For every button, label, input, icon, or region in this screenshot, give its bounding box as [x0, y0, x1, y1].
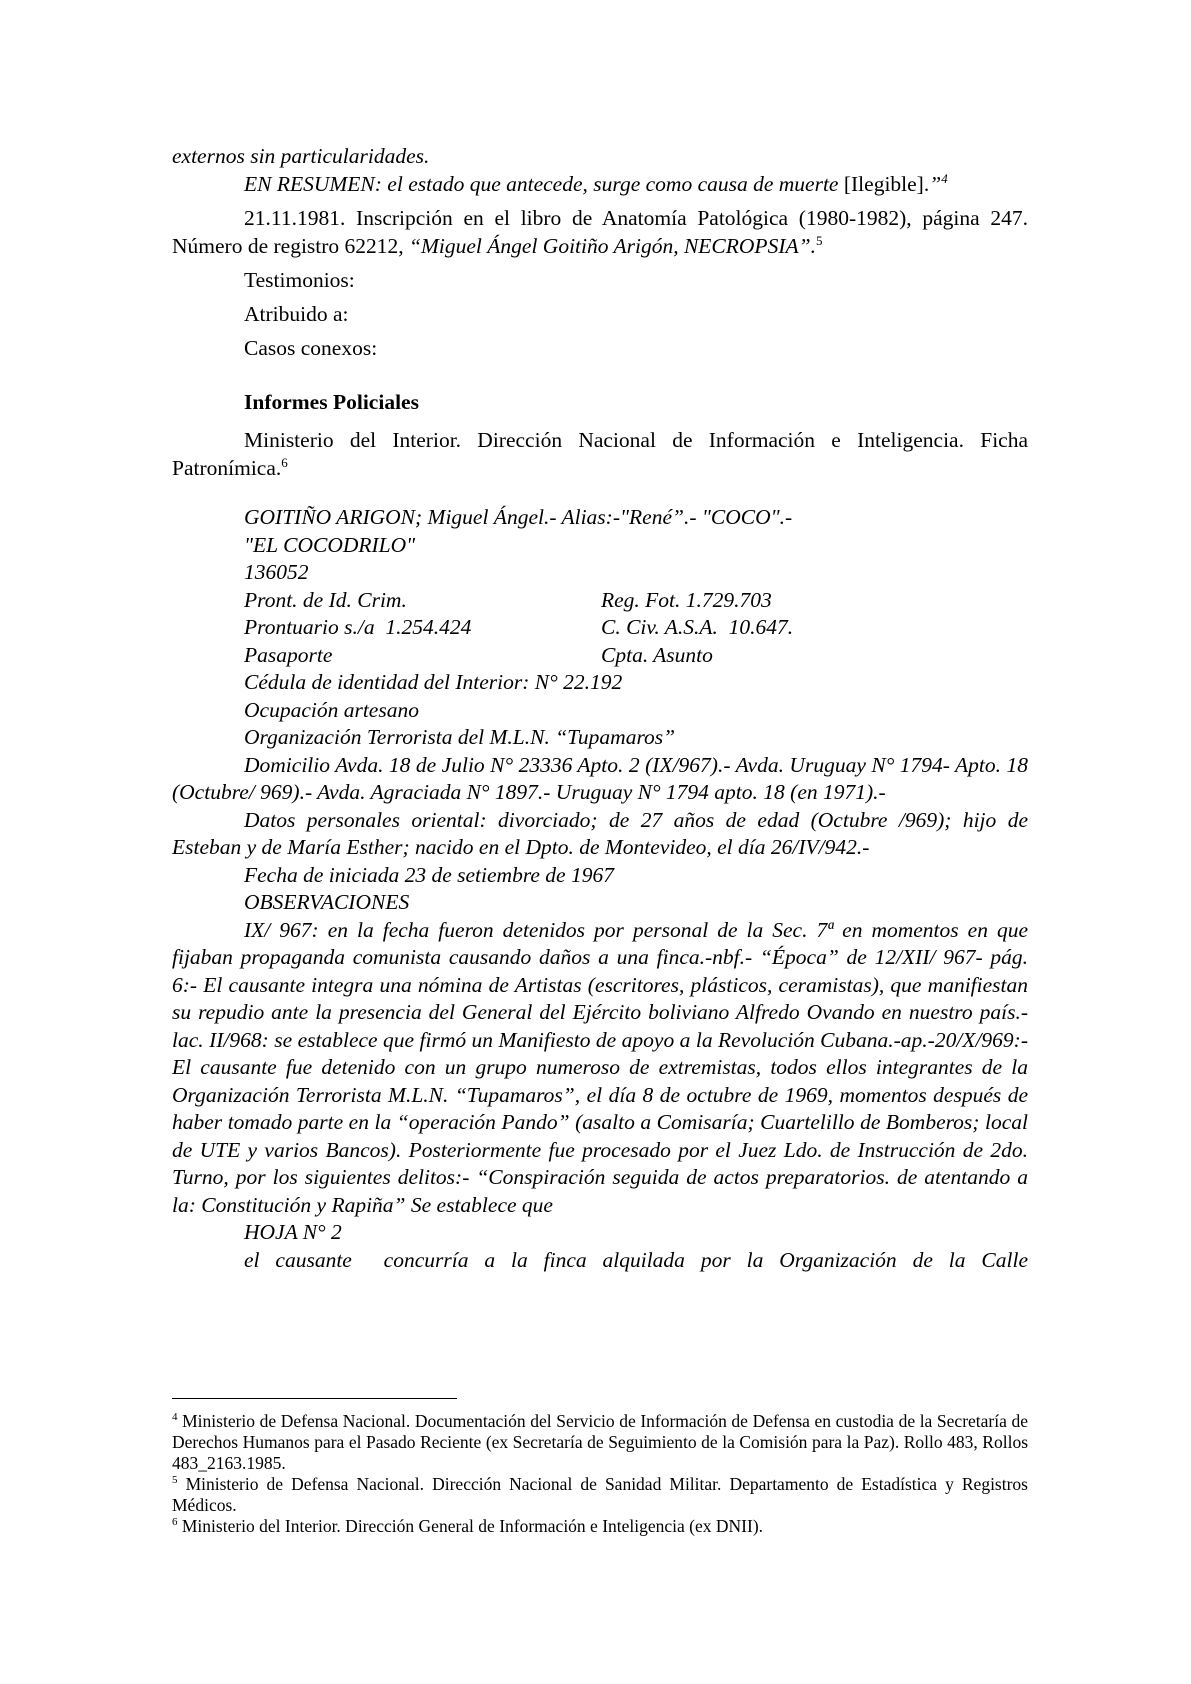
footnote-num-5: 5 [172, 1474, 178, 1487]
inscripcion-text: 21.11.1981. Inscripción en el libro de Anatomía Patológica (1980-1982), página 247. Número de registro 62212, [172, 206, 1028, 258]
prontuario-left: Prontuario s./a 1.254.424 [244, 615, 472, 639]
ficha-fecha: Fecha de iniciada 23 de setiembre de 1967 [244, 862, 614, 887]
ficha-domicilio: Domicilio Avda. 18 de Julio N° 23336 Apto. 2 (IX/967).- Avda. Uruguay N° 1794- Apto. 18 (Octubre/ 969).- Avda. Agraciada N° 1897.- Uruguay N° 1794 apto. 18 (en 1971).- [172, 752, 1028, 804]
footnotes [172, 1398, 1028, 1537]
resumen-text: EN RESUMEN: el estado que antecede, surge como causa de muerte [244, 172, 839, 196]
section-heading: Informes Policiales [244, 390, 419, 414]
prontuario-right: C. Civ. A.S.A. 10.647. [601, 615, 794, 639]
label-casos-conexos: Casos conexos: [244, 336, 378, 360]
pront-right: Reg. Fot. 1.729.703 [601, 587, 772, 612]
label-atribuido: Atribuido a: [244, 302, 349, 326]
footnote-ref-6[interactable]: 6 [281, 454, 288, 470]
resumen-illegible: [Ilegible]. [843, 172, 930, 196]
ficha-row-prontuario [244, 614, 1028, 642]
ficha-observaciones-label: OBSERVACIONES [244, 890, 410, 914]
ficha-causante: el causante concurría a la finca alquilada por la Organización de la Calle [244, 1247, 1028, 1272]
footnote-4 [172, 1411, 1028, 1474]
pasaporte-right: Cpta. Asunto [601, 642, 713, 667]
ficha-row-pasaporte [244, 642, 1028, 670]
paragraph-inscripcion [172, 204, 1028, 260]
ficha-organizacion: Organización Terrorista del M.L.N. “Tupamaros” [244, 725, 676, 749]
ficha-datos: Datos personales oriental: divorciado; de 27 años de edad (Octubre /969); hijo de Esteban y de María Esther; nacido en el Dpto. de Montevideo, el día 26/IV/942.- [172, 807, 1028, 859]
ficha-ocupacion: Ocupación artesano [244, 697, 419, 722]
ficha-name: GOITIÑO ARIGON; Miguel Ángel.- Alias:-"René”.- "COCO".- [244, 505, 793, 529]
ministerio-text: Ministerio del Interior. Dirección Nacional de Información e Inteligencia. Ficha Patronímica. [172, 428, 1028, 480]
paragraph-resumen [172, 170, 1028, 198]
ficha-number: 136052 [244, 560, 309, 584]
footnote-num-4: 4 [172, 1411, 178, 1424]
paragraph-externos: externos sin particularidades. [172, 144, 430, 168]
footnote-ref-4[interactable]: 4 [941, 170, 948, 186]
document-page [172, 142, 1028, 1274]
pront-left: Pront. de Id. Crim. [244, 587, 407, 612]
ficha-block [244, 504, 1028, 752]
ficha-alias: "EL COCODRILO" [244, 532, 416, 557]
label-testimonios: Testimonios: [244, 268, 355, 292]
resumen-quote: ” [929, 172, 942, 196]
footnote-ref-5[interactable]: 5 [815, 232, 823, 248]
footnote-5 [172, 1474, 1028, 1516]
ficha-hoja: HOJA N° 2 [244, 1220, 342, 1244]
paragraph-ministerio [172, 426, 1028, 482]
footnote-6 [172, 1516, 1028, 1537]
inscripcion-italic: “Miguel Ángel Goitiño Arigón, NECROPSIA”. [409, 234, 816, 258]
footnote-num-6: 6 [172, 1516, 178, 1529]
footnote-separator [172, 1398, 457, 1399]
ficha-row-pront [244, 587, 1028, 615]
footnote-text-4: Ministerio de Defensa Nacional. Documentación del Servicio de Información de Defensa en custodia de la Secretaría de Derechos Humanos para el Pasado Reciente (ex Secretaría de Seguimiento de la Comisión para la Paz). Rollo 483, Rollos 483_2163.1985. [172, 1411, 1029, 1473]
ficha-cedula: Cédula de identidad del Interior: N° 22.192 [244, 670, 623, 694]
pasaporte-left: Pasaporte [244, 642, 333, 667]
footnote-text-5: Ministerio de Defensa Nacional. Dirección Nacional de Sanidad Militar. Departamento de Estadística y Registros Médicos. [172, 1474, 1028, 1515]
footnote-text-6: Ministerio del Interior. Dirección General de Información e Inteligencia (ex DNII). [181, 1516, 764, 1536]
ficha-observaciones-text: IX/ 967: en la fecha fueron detenidos por personal de la Sec. 7ª en momentos en que fijaban propaganda comunista causando daños a una finca.-nbf.- “Época” de 12/XII/ 967- pág. 6:- El causante integra una nómina de Artistas (escritores, plásticos, ceramistas), que manifiestan su repudio ante la presencia del General del Ejército boliviano Alfredo Ovando en nuestro país.-lac. II/968: se establece que firmó un Manifiesto de apoyo a la Revolución Cubana.-ap.-20/X/969:- El causante fue detenido con un grupo numeroso de extremistas, todos ellos integrantes de la Organización Terrorista M.L.N. “Tupamaros”, el día 8 de octubre de 1969, momentos después de haber tomado parte en la “operación Pando” (asalto a Comisaría; Cuartelillo de Bomberos; local de UTE y varios Bancos). Posteriormente fue procesado por el Juez Ldo. de Instrucción de 2do. Turno, por los siguientes delitos:- “Conspiración seguida de actos preparatorios. de atentando a la: Constitución y Rapiña” Se establece que [172, 917, 1028, 1217]
